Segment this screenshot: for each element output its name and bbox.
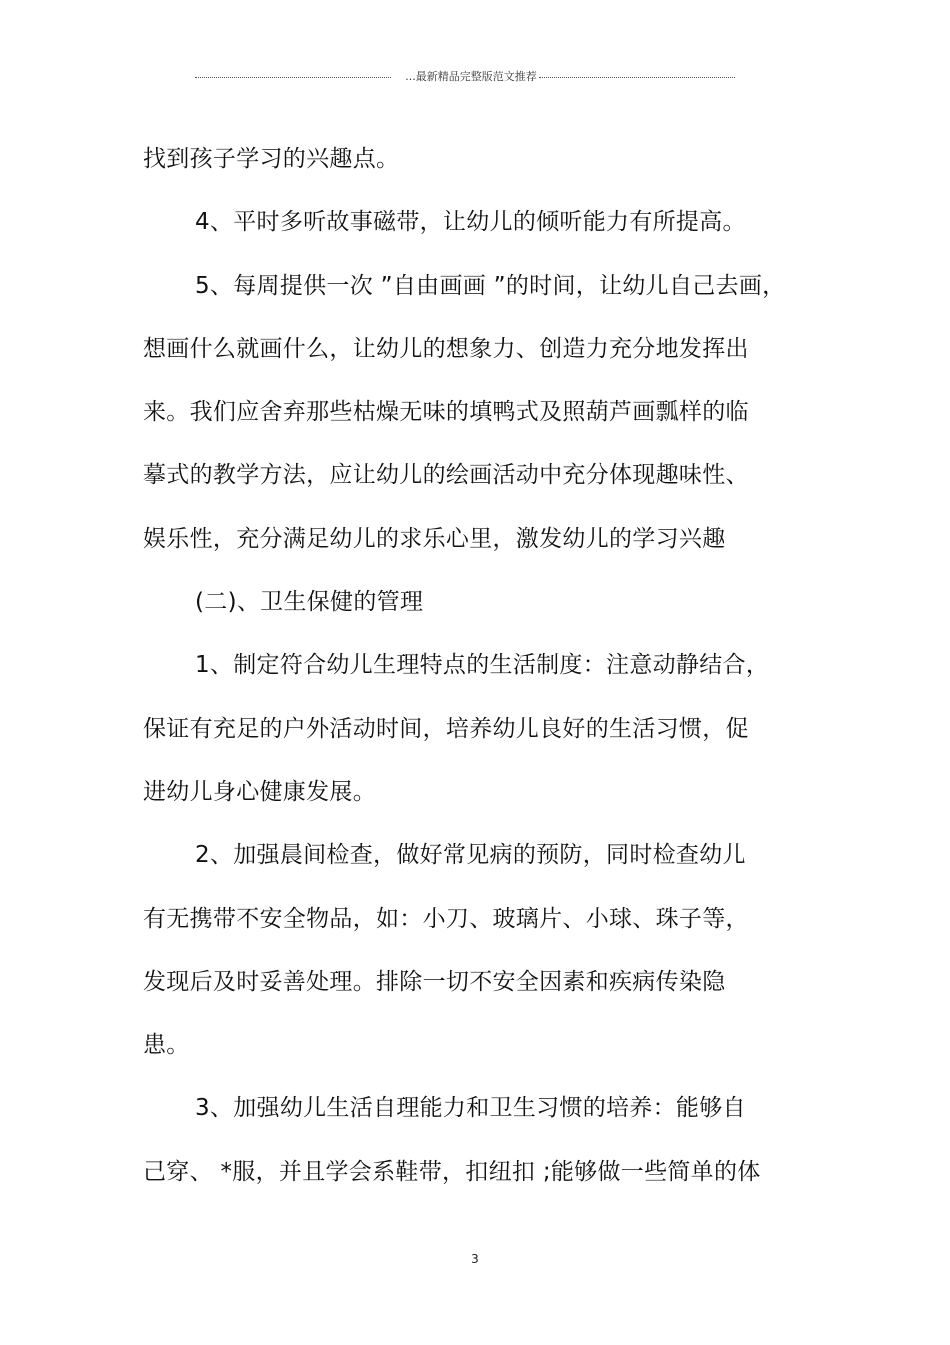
text-line: 想画什么就画什么，让幼儿的想象力、创造力充分地发挥出 — [143, 335, 749, 362]
text-line: 3、加强幼儿生活自理能力和卫生习惯的培养：能够自 — [195, 1095, 746, 1122]
page-number: 3 — [471, 1252, 479, 1266]
text-line: 摹式的教学方法，应让幼儿的绘画活动中充分体现趣味性、 — [143, 462, 749, 489]
text-line: 1、制定符合幼儿生理特点的生活制度：注意动静结合， — [195, 652, 770, 679]
text-line: 4、平时多听故事磁带，让幼儿的倾听能力有所提高。 — [195, 209, 746, 236]
text-line: 己穿、 *服，并且学会系鞋带，扣纽扣 ;能够做一些简单的体 — [143, 1158, 761, 1185]
text-line: 来。我们应舍弃那些枯燥无味的填鸭式及照葫芦画瓢样的临 — [143, 399, 749, 426]
text-line: 有无携带不安全物品，如：小刀、玻璃片、小球、珠子等， — [143, 905, 749, 932]
text-line: 患。 — [143, 1032, 190, 1059]
text-line: 保证有充足的户外活动时间，培养幼儿良好的生活习惯，促 — [143, 715, 749, 742]
header-dot-leader-right — [539, 77, 735, 78]
text-line: 娱乐性，充分满足幼儿的求乐心里，激发幼儿的学习兴趣 — [143, 525, 726, 552]
page-header — [195, 66, 735, 86]
header-title: ...最新精品完整版范文推荐 — [405, 70, 537, 83]
text-line: 进幼儿身心健康发展。 — [143, 778, 376, 805]
header-dot-leader-left — [195, 77, 391, 78]
text-line: 5、每周提供一次 ”自由画画 ”的时间，让幼儿自己去画， — [195, 272, 786, 299]
document-body — [143, 128, 803, 1204]
section-heading: (二)、卫生保健的管理 — [195, 589, 424, 616]
text-line: 发现后及时妥善处理。排除一切不安全因素和疾病传染隐 — [143, 968, 726, 995]
text-line: 2、加强晨间检查，做好常见病的预防，同时检查幼儿 — [195, 842, 746, 869]
text-line: 找到孩子学习的兴趣点。 — [143, 146, 400, 172]
